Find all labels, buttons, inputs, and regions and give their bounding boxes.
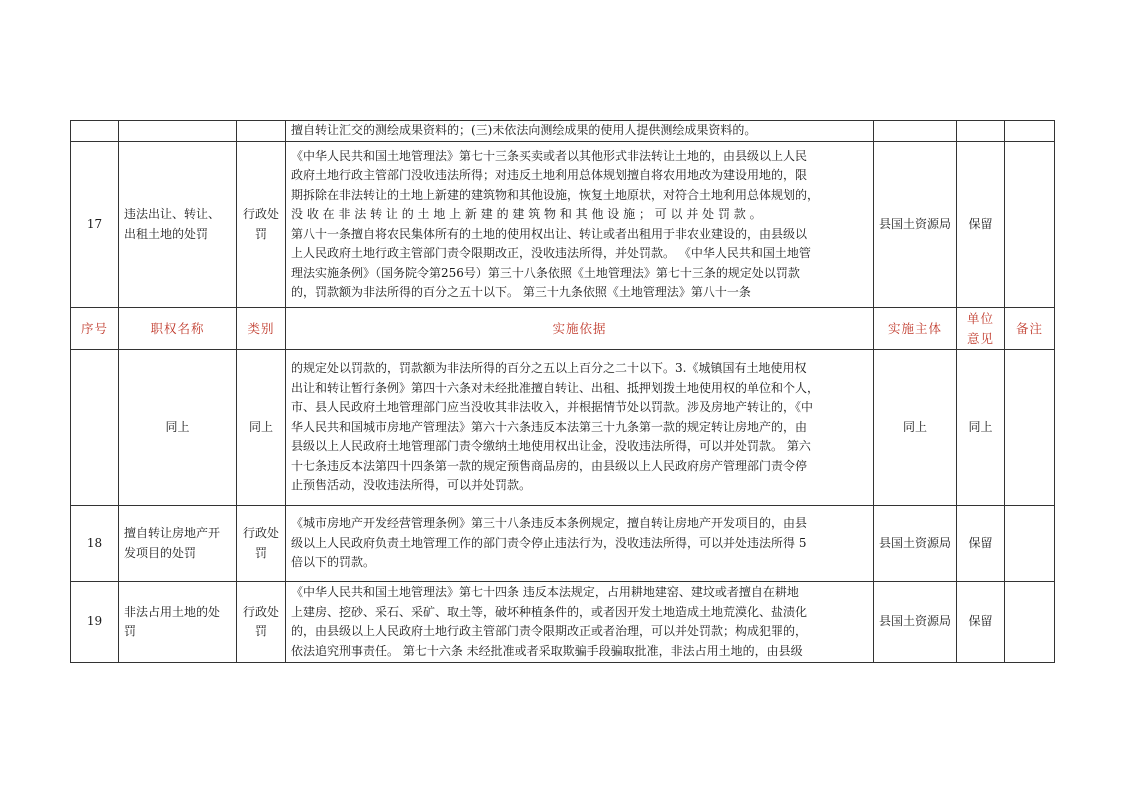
table-row	[71, 350, 1055, 506]
header-no: 序号	[71, 308, 119, 350]
row-subject	[874, 121, 957, 142]
header-subject: 实施主体	[874, 308, 957, 350]
row-no: 19	[71, 582, 119, 663]
row-basis: 《中华人民共和国土地管理法》第七十四条 违反本法规定，占用耕地建窑、建坟或者擅自在耕地 上建房、挖砂、采石、采矿、取土等，破坏种植条件的，或者因开发土地造成土地荒漠化、盐渍化 的，由县级以上人民政府土地行政主管部门责令限期改正或者治理，可以并处罚款；构成犯罪的， 依法追究刑事责任。 第七十六条 未经批准或者采取欺骗手段骗取批准，非法占用土地的，由县级	[286, 582, 874, 663]
row-no: 17	[71, 142, 119, 308]
table-row	[71, 506, 1055, 582]
row-type: 行政处罚	[237, 582, 286, 663]
row-name: 违法出让、转让、出租土地的处罚	[119, 142, 237, 308]
table-row	[71, 142, 1055, 308]
authority-table	[70, 120, 1055, 663]
row-type	[237, 121, 286, 142]
header-name: 职权名称	[119, 308, 237, 350]
row-no: 18	[71, 506, 119, 582]
table-header-row	[71, 308, 1055, 350]
row-basis: 擅自转让汇交的测绘成果资料的；(三)未依法向测绘成果的使用人提供测绘成果资料的。	[286, 121, 874, 142]
row-subject: 同上	[874, 350, 957, 506]
row-opinion	[957, 121, 1005, 142]
row-opinion: 同上	[957, 350, 1005, 506]
row-type: 同上	[237, 350, 286, 506]
row-remark	[1005, 350, 1055, 506]
row-remark	[1005, 142, 1055, 308]
header-remark: 备注	[1005, 308, 1055, 350]
row-subject: 县国土资源局	[874, 582, 957, 663]
row-name: 擅自转让房地产开发项目的处罚	[119, 506, 237, 582]
row-no	[71, 350, 119, 506]
header-basis: 实施依据	[286, 308, 874, 350]
row-name	[119, 121, 237, 142]
row-subject: 县国土资源局	[874, 142, 957, 308]
row-opinion: 保留	[957, 582, 1005, 663]
row-remark	[1005, 121, 1055, 142]
row-name: 同上	[119, 350, 237, 506]
row-remark	[1005, 506, 1055, 582]
header-type: 类别	[237, 308, 286, 350]
table-row	[71, 121, 1055, 142]
row-opinion: 保留	[957, 506, 1005, 582]
row-subject: 县国土资源局	[874, 506, 957, 582]
row-no	[71, 121, 119, 142]
row-basis: 《城市房地产开发经营管理条例》第三十八条违反本条例规定，擅自转让房地产开发项目的，由县 级以上人民政府负责土地管理工作的部门责令停止违法行为，没收违法所得，可以并处违法所得 5 倍以下的罚款。	[286, 506, 874, 582]
row-type: 行政处罚	[237, 142, 286, 308]
row-opinion: 保留	[957, 142, 1005, 308]
row-basis: 《中华人民共和国土地管理法》第七十三条买卖或者以其他形式非法转让土地的，由县级以上人民 政府土地行政主管部门没收违法所得；对违反土地利用总体规划擅自将农用地改为建设用地的，限 期拆除在非法转让的土地上新建的建筑物和其他设施，恢复土地原状，对符合土地利用总体规划的， 没 收 在 非 法 转 让 的 土 地 上 新 建 的 建 筑 物 和 其 他 设 施 ； 可 以 并 处 罚 款 。 第八十一条擅自将农民集体所有的土地的使用权出让、转让或者出租用于非农业建设的，由县级以 上人民政府土地行政主管部门责令限期改正，没收违法所得，并处罚款。 《中华人民共和国土地管 理法实施条例》（国务院令第256号）第三十八条依照《土地管理法》第七十三条的规定处以罚款 的，罚款额为非法所得的百分之五十以下。 第三十九条依照《土地管理法》第八十一条	[286, 142, 874, 308]
table-row	[71, 582, 1055, 663]
row-remark	[1005, 582, 1055, 663]
row-name: 非法占用土地的处罚	[119, 582, 237, 663]
row-basis: 的规定处以罚款的，罚款额为非法所得的百分之五以上百分之二十以下。3.《城镇国有土地使用权 出让和转让暂行条例》第四十六条对未经批准擅自转让、出租、抵押划拨土地使用权的单位和个人， 市、县人民政府土地管理部门应当没收其非法收入，并根据情节处以罚款。涉及房地产转让的，《中 华人民共和国城市房地产管理法》第六十六条违反本法第三十九条第一款的规定转让房地产的，由 县级以上人民政府土地管理部门责令缴纳土地使用权出让金，没收违法所得，可以并处罚款。 第六 十七条违反本法第四十四条第一款的规定预售商品房的，由县级以上人民政府房产管理部门责令停 止预售活动，没收违法所得，可以并处罚款。	[286, 350, 874, 506]
row-type: 行政处罚	[237, 506, 286, 582]
header-opinion: 单位意见	[957, 308, 1005, 350]
